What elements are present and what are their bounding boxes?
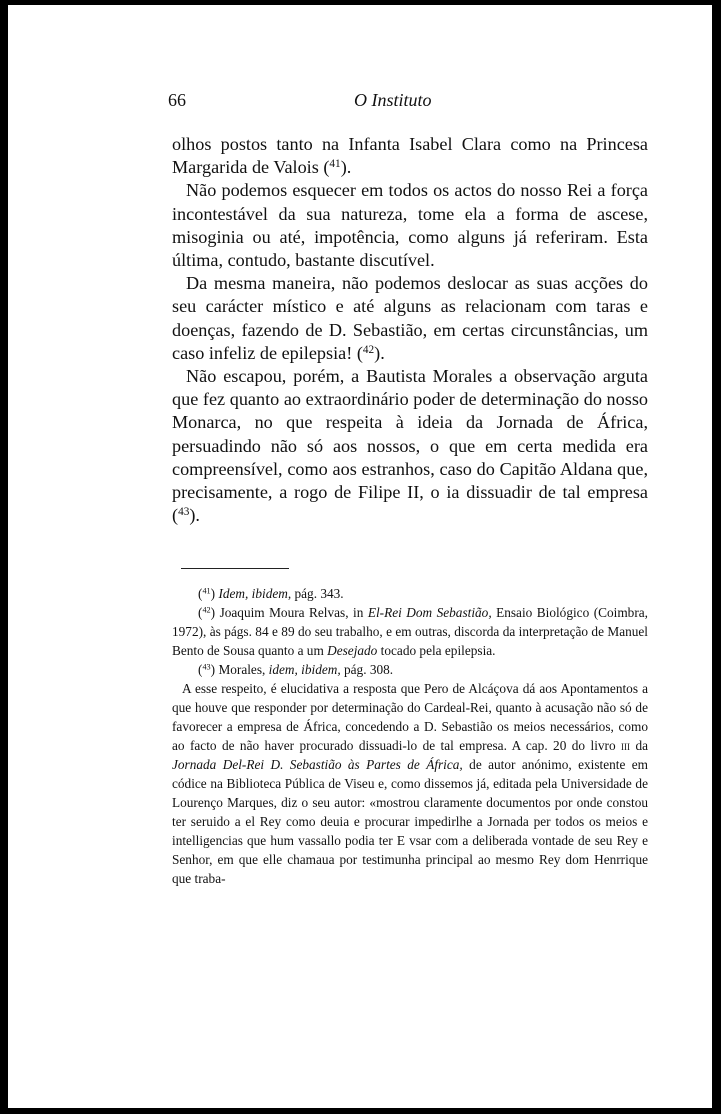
paragraph <box>172 365 648 527</box>
footnote-continuation: A esse respeito, é elucidativa a resposta que Pero de Alcáçova dá aos Apontamentos a que houve que responder por determinação do Cardeal-Rei, quanto à acusação não só de favorecer a empresa de África, concedendo a D. Sebastião os meios necessários, como ao facto de não haver procurado dissuadi-lo de tal empresa. A cap. 20 do livro iii da Jornada Del-Rei D. Sebastião às Partes de África, de autor anónimo, existente em códice na Biblioteca Pública de Viseu e, como dissemos já, editada pela Universidade de Lourenço Marques, diz o seu autor: «mostrou claramente documentos por onde constou ter seruido a el Rey como deuia e procurar impedirlhe a Jornada per todos os meios e intelligencias que hum vassallo podia ter E vsar com a deliberada vontade de seu Rey e Senhor, em que elle chamaua por testimunha principal ao mesmo Rey dom Henrrique que traba- <box>172 681 649 886</box>
running-title: O Instituto <box>354 90 432 110</box>
footnote-italic: Desejado <box>327 643 378 658</box>
footnotes <box>172 584 648 888</box>
footnote-italic: El-Rei Dom Sebastião, <box>367 605 492 620</box>
roman-numeral: iii <box>621 738 631 753</box>
paragraph-text: Não escapou, porém, a Bautista Morales a observação arguta que fez quanto ao extraordinário poder de determinação do nosso Monarca, no que respeita à ideia da Jornada de África, persuadindo não só aos nossos, o que em certa medida era compreensível, como aos estranhos, caso do Capitão Aldana que, precisamente, a rogo de Filipe II, o ia dissuadir de tal empresa ( <box>172 366 648 526</box>
footnote-ref: 43 <box>178 506 190 519</box>
footnote-number: 43 <box>202 662 211 672</box>
paragraph-text: ). <box>189 505 200 526</box>
footnote-ref: 42 <box>362 343 375 356</box>
paragraph-text: Da mesma maneira, não podemos deslocar as suas acções do seu carácter místico e até alguns as relacionam com taras e doenças, fazendo de D. Sebastião, em certas circunstâncias, um caso infeliz de epilepsia! ( <box>172 273 648 363</box>
footnote-ref: 41 <box>329 158 341 170</box>
book-page <box>8 5 712 1108</box>
paragraph-text: ). <box>340 157 352 178</box>
footnote-number: 42 <box>202 605 211 615</box>
footnote-number: 41 <box>202 586 211 596</box>
paragraph <box>172 179 648 272</box>
paragraph <box>172 133 648 179</box>
page-number: 66 <box>168 90 186 110</box>
paragraph-text: olhos postos tanto na Infanta Isabel Clara como na Princesa Margarida de Valois ( <box>172 134 648 178</box>
footnote-italic: Jornada Del-Rei D. Sebastião às Partes de África, <box>172 757 463 772</box>
footnote: ($^{41}$) Idem, ibidem, pág. 343. <box>198 586 344 601</box>
footnote-italic: idem, ibidem, <box>268 662 341 677</box>
page-header <box>8 90 712 116</box>
footnote-italic: Idem, ibidem, <box>218 586 292 601</box>
paragraph <box>172 272 648 365</box>
footnote: ($^{42}$) Joaquim Moura Relvas, in El-Rei Dom Sebastião, Ensaio Biológico (Coimbra, 1972), às págs. 84 e 89 do seu trabalho, e em outras, discorda da interpretação de Manuel Bento de Sousa quanto a um Desejado tocado pela epilepsia. <box>172 605 648 658</box>
footnote: ($^{43}$) Morales, idem, ibidem, pág. 308. <box>198 662 394 677</box>
footnote-separator <box>181 568 289 569</box>
paragraph-text: ). <box>374 342 385 363</box>
body-text <box>172 133 648 527</box>
paragraph-text: Não podemos esquecer em todos os actos do nosso Rei a força incontestável da sua natureza, tome ela a forma de ascese, misoginia ou até, impotência, como alguns já referiram. Esta última, contudo, bastante discutível. <box>172 180 648 271</box>
